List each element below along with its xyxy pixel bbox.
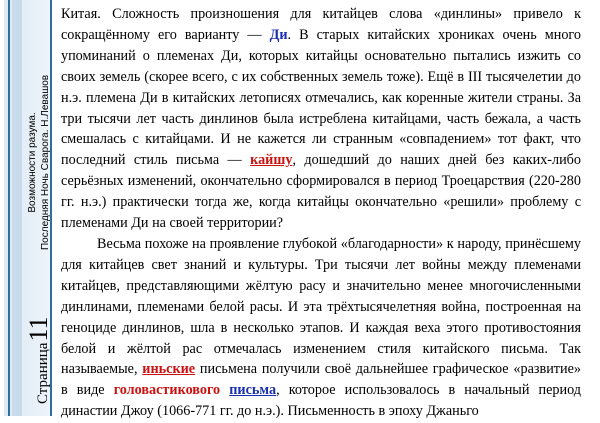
page-number-label <box>24 317 54 405</box>
paragraph-2 <box>61 234 581 422</box>
paragraph-2-text-3: , которое использовалось в начальный период династии Джоу (1066-771 гг. до н.э.). Письменность в эпоху Джаньго <box>61 382 581 420</box>
paragraph-1-text-2: . В старых китайских хрониках очень много упоминаний о племенах Ди, которых китайцы основательно пытались изжить со своих земель (скорее всего, с их собственных земель тоже). Ещё в III тысячелетии до н.э. племена Ди в китайских летописях отмечались, как коренные жители страны. За три тысячи лет часть динлинов была истреблена китайцами, часть бежала, а часть смешалась с китайцами. И не кажется ли странным «совпадением» тот факт, что последний стиль письма — <box>61 26 581 169</box>
book-title-line-2: Последняя Ночь Сварога. Н.Левашов <box>40 74 51 250</box>
paragraph-1 <box>61 4 581 234</box>
highlight-inskie: иньские <box>142 361 196 378</box>
highlight-pisma: письма <box>229 382 277 399</box>
paragraph-1-text-1: Китая. Сложность произношения для китайцев слова «динлины» привело к сокращённому его варианту — <box>61 6 581 43</box>
sidebar-stripe <box>12 0 22 416</box>
paragraph-1-text-3: , дошедший до наших дней без каких-либо серьёзных изменений, окончательно сформировался в период Троецарствия (220-280 гг. н.э.) практически тогда же, когда китайцы окончательно «решили» проблему с племенами Ди на своей территории? <box>61 152 581 232</box>
highlight-di: Ди <box>269 26 288 43</box>
page-number: 11 <box>24 316 53 342</box>
page-word: Страница <box>35 342 51 404</box>
sidebar-accent-line <box>8 0 10 416</box>
paragraph-2-text-2: письмена получили своё дальнейшее графическое «развитие» в виде <box>61 361 581 399</box>
main-text <box>61 4 581 422</box>
book-title-line-1: Возможности разума. <box>27 112 38 213</box>
highlight-golovastikovogo: головастикового <box>113 382 221 399</box>
highlight-kaishu: кайшу <box>250 152 293 169</box>
book-title <box>26 75 52 250</box>
paragraph-2-text-1: Весьма похоже на проявление глубокой «благодарности» к народу, принёсшему для китайцев свет знаний и культуры. Три тысячи лет войны между племенами китайцев, представляющими жёлтую расу и значительно менее многочисленными динлинами, племенами белой расы. И эта трёхтысячелетняя война, построенная на геноциде динлинов, шла в несколько этапов. И каждая веха этого противостояния белой и жёлтой рас отмечалась изменением стиля китайского письма. Так называемые, <box>61 235 581 378</box>
